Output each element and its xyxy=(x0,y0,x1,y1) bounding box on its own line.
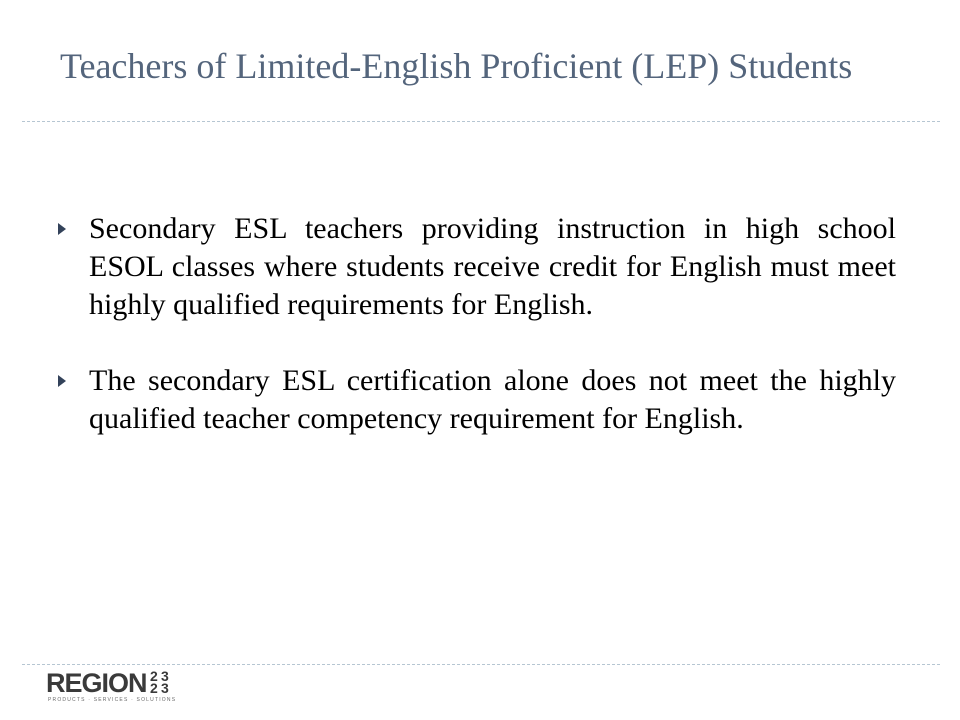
slide-title: Teachers of Limited-English Proficient (LEP) Students xyxy=(60,46,853,86)
triangle-right-icon xyxy=(58,223,66,235)
logo-tagline: PRODUCTS · SERVICES · SOLUTIONS xyxy=(48,697,177,703)
bullet-item xyxy=(56,362,896,438)
region-logo xyxy=(46,668,186,708)
logo-wordmark: REGION xyxy=(46,668,147,698)
logo-number-mark: 2 3 2 3 xyxy=(150,668,168,696)
bullet-item xyxy=(56,210,896,324)
bullet-text: The secondary ESL certification alone does not meet the highly qualified teacher competency requirement for English. xyxy=(89,364,896,435)
bullet-list xyxy=(56,210,896,476)
footer-divider xyxy=(22,664,940,665)
title-divider xyxy=(22,121,940,122)
bullet-text: Secondary ESL teachers providing instruction in high school ESOL classes where students receive credit for English must meet highly qualified requirements for English. xyxy=(89,212,896,321)
triangle-right-icon xyxy=(58,375,66,387)
